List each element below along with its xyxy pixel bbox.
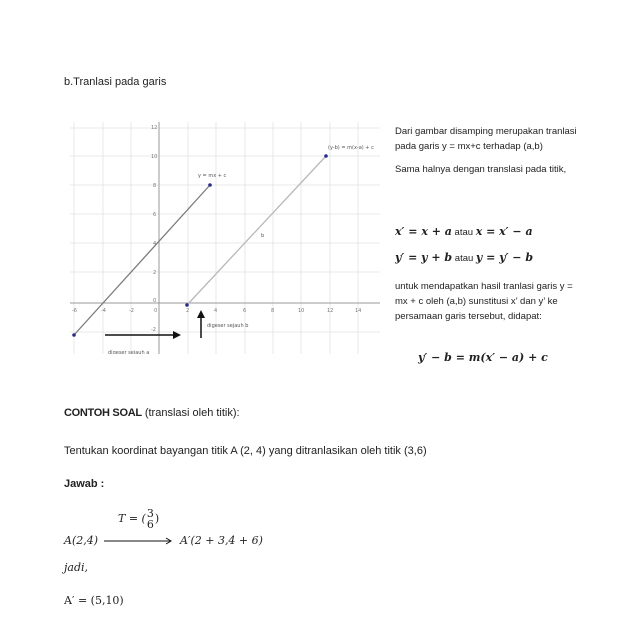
line-original (74, 185, 210, 335)
eq1-left: x′ = x + a (395, 225, 452, 238)
x-tick: 6 (243, 308, 247, 314)
y-tick: 10 (151, 154, 158, 160)
y-tick: 12 (151, 125, 158, 131)
t-close: ) (154, 512, 160, 525)
point (324, 154, 328, 158)
image-point: A′(2 + 3,4 + 6) (180, 534, 263, 547)
result-equation: y′ − b = m(x′ − a) + c (418, 351, 548, 364)
line1-label: y = mx + c (198, 173, 227, 179)
x-tick: 4 (214, 308, 218, 314)
section-title: b.Tranlasi pada garis (64, 76, 167, 88)
side-para-3: untuk mendapatkan hasil tranlasi garis y = mx + c oleh (a,b) sunstitusi x’ dan y’ ke persamaan garis tersebut, didapat: (395, 281, 573, 322)
x-tick: 2 (186, 308, 190, 314)
eq2-left: y′ = y + b (395, 251, 453, 264)
side-para-2: Sama halnya dengan translasi pada titik, (395, 164, 567, 175)
x-tick: -2 (129, 308, 134, 314)
side-para-3-block (395, 279, 585, 324)
t-top: 3 (146, 507, 154, 520)
equation-y (395, 251, 533, 264)
example-note: (translasi oleh titik): (141, 407, 240, 419)
jadi-text: jadi, (64, 561, 89, 574)
mapping-arrow (104, 536, 176, 546)
x-tick: 0 (154, 308, 158, 314)
x-tick: -6 (72, 308, 77, 314)
original-point: A(2,4) (64, 534, 99, 547)
x-tick: 14 (355, 308, 362, 314)
translation-graph (70, 122, 382, 354)
point (72, 333, 76, 337)
grid-lines (70, 122, 380, 354)
answer-label: Jawab : (64, 478, 105, 490)
y-tick: 8 (153, 183, 157, 189)
b-label: b (261, 233, 265, 239)
eq1-or: atau (454, 227, 474, 238)
final-answer: A′ = (5,10) (64, 594, 124, 607)
point (185, 303, 189, 307)
t-label: T = ( (118, 512, 146, 525)
y-tick: 6 (153, 212, 157, 218)
x-tick: 12 (327, 308, 334, 314)
example-title: CONTOH SOAL (64, 407, 142, 419)
y-tick: 2 (153, 270, 157, 276)
eq2-or: atau (454, 253, 474, 264)
y-tick: 4 (153, 241, 157, 247)
line2-label: (y-b) = m(x-a) + c (328, 145, 374, 151)
point (208, 183, 212, 187)
eq1-right: x = x′ − a (475, 225, 533, 238)
x-tick: 8 (271, 308, 275, 314)
shift-b-arrow (197, 310, 205, 338)
y-tick: -2 (151, 327, 156, 333)
eq2-right: y = y′ − b (475, 251, 534, 264)
shift-a-label: digeser sejauh a (108, 350, 150, 354)
side-explanation (395, 124, 585, 177)
x-tick: -4 (101, 308, 106, 314)
side-para-1: Dari gambar disamping merupakan tranlasi pada garis y = mx+c terhadap (a,b) (395, 126, 577, 152)
equation-x (395, 225, 533, 238)
example-heading (64, 407, 240, 419)
t-bottom: 6 (146, 518, 154, 531)
translation-vector (118, 508, 159, 530)
shift-b-label: digeser sejauh b (207, 323, 249, 329)
x-tick: 10 (298, 308, 305, 314)
example-question: Tentukan koordinat bayangan titik A (2, 4) yang ditranlasikan oleh titik (3,6) (64, 445, 427, 457)
y-tick: 0 (153, 298, 157, 304)
